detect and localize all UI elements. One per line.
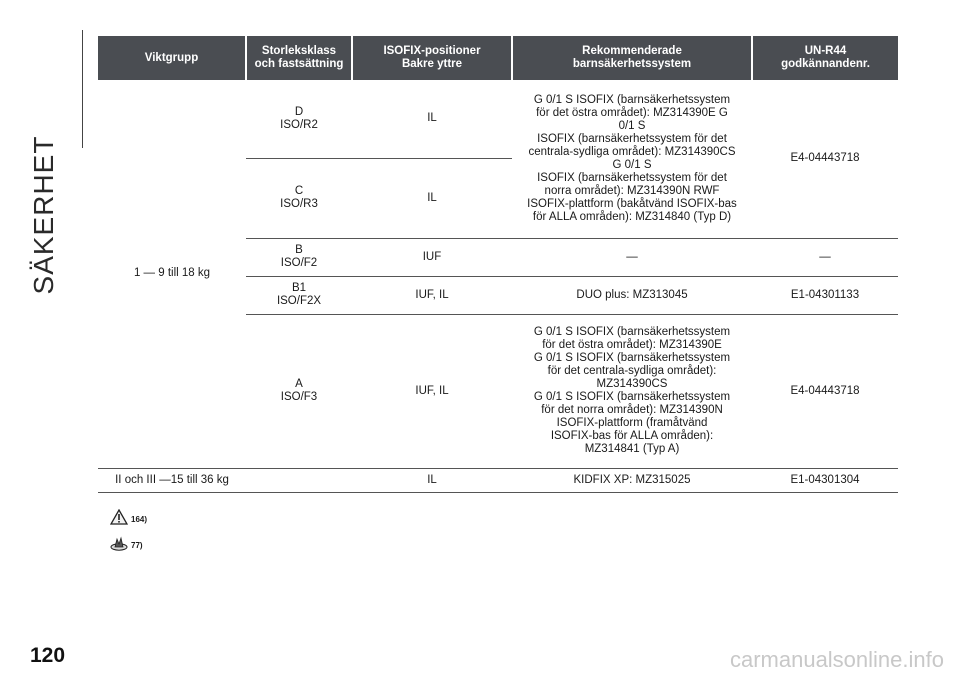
recommended-system-cell: —	[512, 238, 752, 276]
approval-number-cell: E1-04301304	[752, 468, 898, 492]
size-class-cell: C ISO/R3	[246, 158, 352, 238]
isofix-position-cell: IL	[352, 468, 512, 492]
isofix-position-cell: IUF	[352, 238, 512, 276]
header-weight-group: Viktgrupp	[98, 36, 246, 80]
isofix-table	[98, 36, 898, 493]
table-row	[98, 468, 898, 492]
caution-note	[110, 534, 147, 552]
section-divider	[82, 30, 83, 148]
header-isofix-positions: ISOFIX-positioner Bakre yttre	[352, 36, 512, 80]
warning-note	[110, 508, 147, 526]
recommended-system-cell: KIDFIX XP: MZ315025	[512, 468, 752, 492]
isofix-position-cell: IL	[352, 80, 512, 158]
warning-notes	[110, 508, 147, 560]
header-approval-number: UN-R44 godkännandenr.	[752, 36, 898, 80]
warning-note-ref: 164)	[131, 514, 148, 524]
size-class-cell: B1 ISO/F2X	[246, 276, 352, 314]
isofix-position-cell: IL	[352, 158, 512, 238]
header-recommended-systems: Rekommenderade barnsäkerhetssystem	[512, 36, 752, 80]
recommended-system-cell: G 0/1 S ISOFIX (barnsäkerhetssystem för det östra området): MZ314390E G 0/1 S ISOFIX (barnsäkerhetssystem för det centrala-sydliga området): MZ314390CS G 0/1 S ISOFIX (barnsäkerhetssystem för det norra området): MZ314390N RWF ISOFIX-plattform (bakåtvänd ISOFIX-bas för ALLA områden): MZ314840 (Typ D)	[512, 80, 752, 238]
size-class-cell: A ISO/F3	[246, 314, 352, 468]
recommended-system-cell: G 0/1 S ISOFIX (barnsäkerhetssystem för det östra området): MZ314390E G 0/1 S ISOFIX (barnsäkerhetssystem för det centrala-sydliga området): MZ314390CS G 0/1 S ISOFIX (barnsäkerhetssystem för det norra området): MZ314390N ISOFIX-plattform (framåtvänd ISOFIX-bas för ALLA områden): MZ314841 (Typ A)	[512, 314, 752, 468]
size-class-cell: B ISO/F2	[246, 238, 352, 276]
table-header-row	[98, 36, 898, 80]
header-size-class: Storleksklass och fastsättning	[246, 36, 352, 80]
approval-number-cell: —	[752, 238, 898, 276]
table-row	[98, 80, 898, 158]
recommended-system-cell: DUO plus: MZ313045	[512, 276, 752, 314]
section-title: SÄKERHET	[28, 135, 59, 295]
weight-group-cell: II och III —15 till 36 kg	[98, 468, 246, 492]
approval-number-cell: E1-04301133	[752, 276, 898, 314]
caution-hand-icon	[110, 535, 128, 551]
page-number: 120	[30, 644, 66, 667]
isofix-position-cell: IUF, IL	[352, 314, 512, 468]
watermark: carmanualsonline.info	[729, 647, 944, 672]
weight-group-cell: 1 — 9 till 18 kg	[98, 80, 246, 468]
approval-number-cell: E4-04443718	[752, 314, 898, 468]
isofix-position-cell: IUF, IL	[352, 276, 512, 314]
size-class-cell	[246, 468, 352, 492]
caution-note-ref: 77)	[131, 540, 143, 550]
warning-triangle-icon	[110, 509, 128, 525]
size-class-cell: D ISO/R2	[246, 80, 352, 158]
approval-number-cell: E4-04443718	[752, 80, 898, 238]
